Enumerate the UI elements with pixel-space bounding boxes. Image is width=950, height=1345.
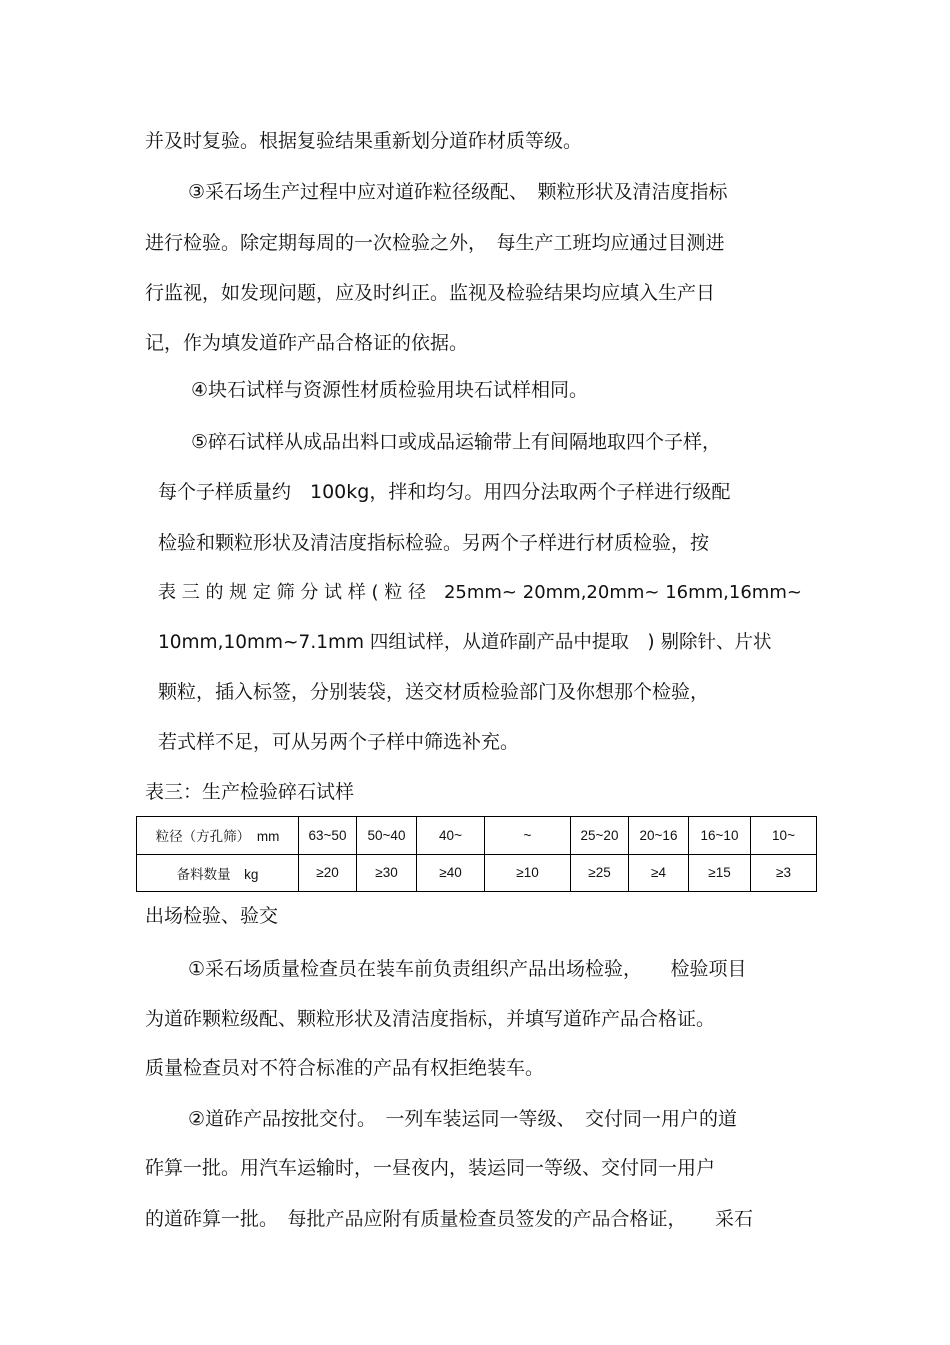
- table-cell: ~: [485, 817, 571, 855]
- table-cell: 10~: [751, 817, 817, 855]
- table-cell: 63~50: [299, 817, 357, 855]
- text-line: 检验和颗粒形状及清洁度指标检验。另两个子样进行材质检验，按: [158, 532, 710, 554]
- text-line: ②道砟产品按批交付。 一列车装运同一等级、 交付同一用户的道: [188, 1108, 738, 1130]
- table-cell: ≥15: [689, 854, 751, 892]
- table-header-cell: 备料数量 kg: [137, 854, 299, 892]
- text-line: 砟算一批。用汽车运输时，一昼夜内，装运同一等级、交付同一用户: [145, 1157, 716, 1179]
- table-cell: ≥10: [485, 854, 571, 892]
- table-cell: ≥3: [751, 854, 817, 892]
- text-line: 质量检查员对不符合标准的产品有权拒绝装车。: [145, 1057, 545, 1079]
- table-cell: 50~40: [357, 817, 417, 855]
- sample-table: [136, 816, 817, 892]
- text-line: 为道砟颗粒级配、颗粒形状及清洁度指标，并填写道砟产品合格证。: [145, 1008, 716, 1030]
- section-heading: 出场检验、验交: [145, 905, 279, 927]
- text-line: 行监视，如发现问题，应及时纠正。监视及检验结果均应填入生产日: [145, 282, 716, 304]
- table-cell: ≥25: [571, 854, 629, 892]
- table-cell: 25~20: [571, 817, 629, 855]
- text-line: 若式样不足，可从另两个子样中筛选补充。: [158, 731, 520, 753]
- text-line: ①采石场质量检查员在装车前负责组织产品出场检验， 检验项目: [188, 958, 747, 980]
- text-line: 每个子样质量约 100kg，拌和均匀。用四分法取两个子样进行级配: [158, 481, 731, 503]
- table-cell: ≥4: [629, 854, 689, 892]
- text-line: 10mm,10mm~7.1mm 四组试样，从道砟副产品中提取 ) 剔除针、片状: [158, 632, 772, 653]
- table-caption: 表三：生产检验碎石试样: [145, 781, 355, 803]
- text-line: 的道砟算一批。 每批产品应附有质量检查员签发的产品合格证， 采石: [145, 1208, 754, 1230]
- table-cell: ≥20: [299, 854, 357, 892]
- table-cell: 40~: [417, 817, 485, 855]
- text-line: 并及时复验。根据复验结果重新划分道砟材质等级。: [145, 130, 583, 152]
- text-line: 记，作为填发道砟产品合格证的依据。: [145, 332, 469, 354]
- text-line: ③采石场生产过程中应对道砟粒径级配、 颗粒形状及清洁度指标: [188, 181, 728, 203]
- text-line: 进行检验。除定期每周的一次检验之外， 每生产工班均应通过目测进: [145, 232, 725, 254]
- table-header-cell: 粒径（方孔筛） mm: [137, 817, 299, 855]
- table-cell: 16~10: [689, 817, 751, 855]
- text-line: 表 三 的 规 定 筛 分 试 样 ( 粒 径 25mm~ 20mm,20mm~ 16mm,16mm~: [158, 582, 802, 603]
- table-row: [137, 854, 817, 892]
- table-cell: ≥40: [417, 854, 485, 892]
- text-line: ④块石试样与资源性材质检验用块石试样相同。: [191, 379, 589, 401]
- table-cell: 20~16: [629, 817, 689, 855]
- table-row: [137, 817, 817, 855]
- text-line: ⑤碎石试样从成品出料口或成品运输带上有间隔地取四个子样，: [191, 431, 722, 453]
- table-cell: ≥30: [357, 854, 417, 892]
- text-line: 颗粒，插入标签，分别装袋，送交材质检验部门及你想那个检验，: [158, 681, 710, 703]
